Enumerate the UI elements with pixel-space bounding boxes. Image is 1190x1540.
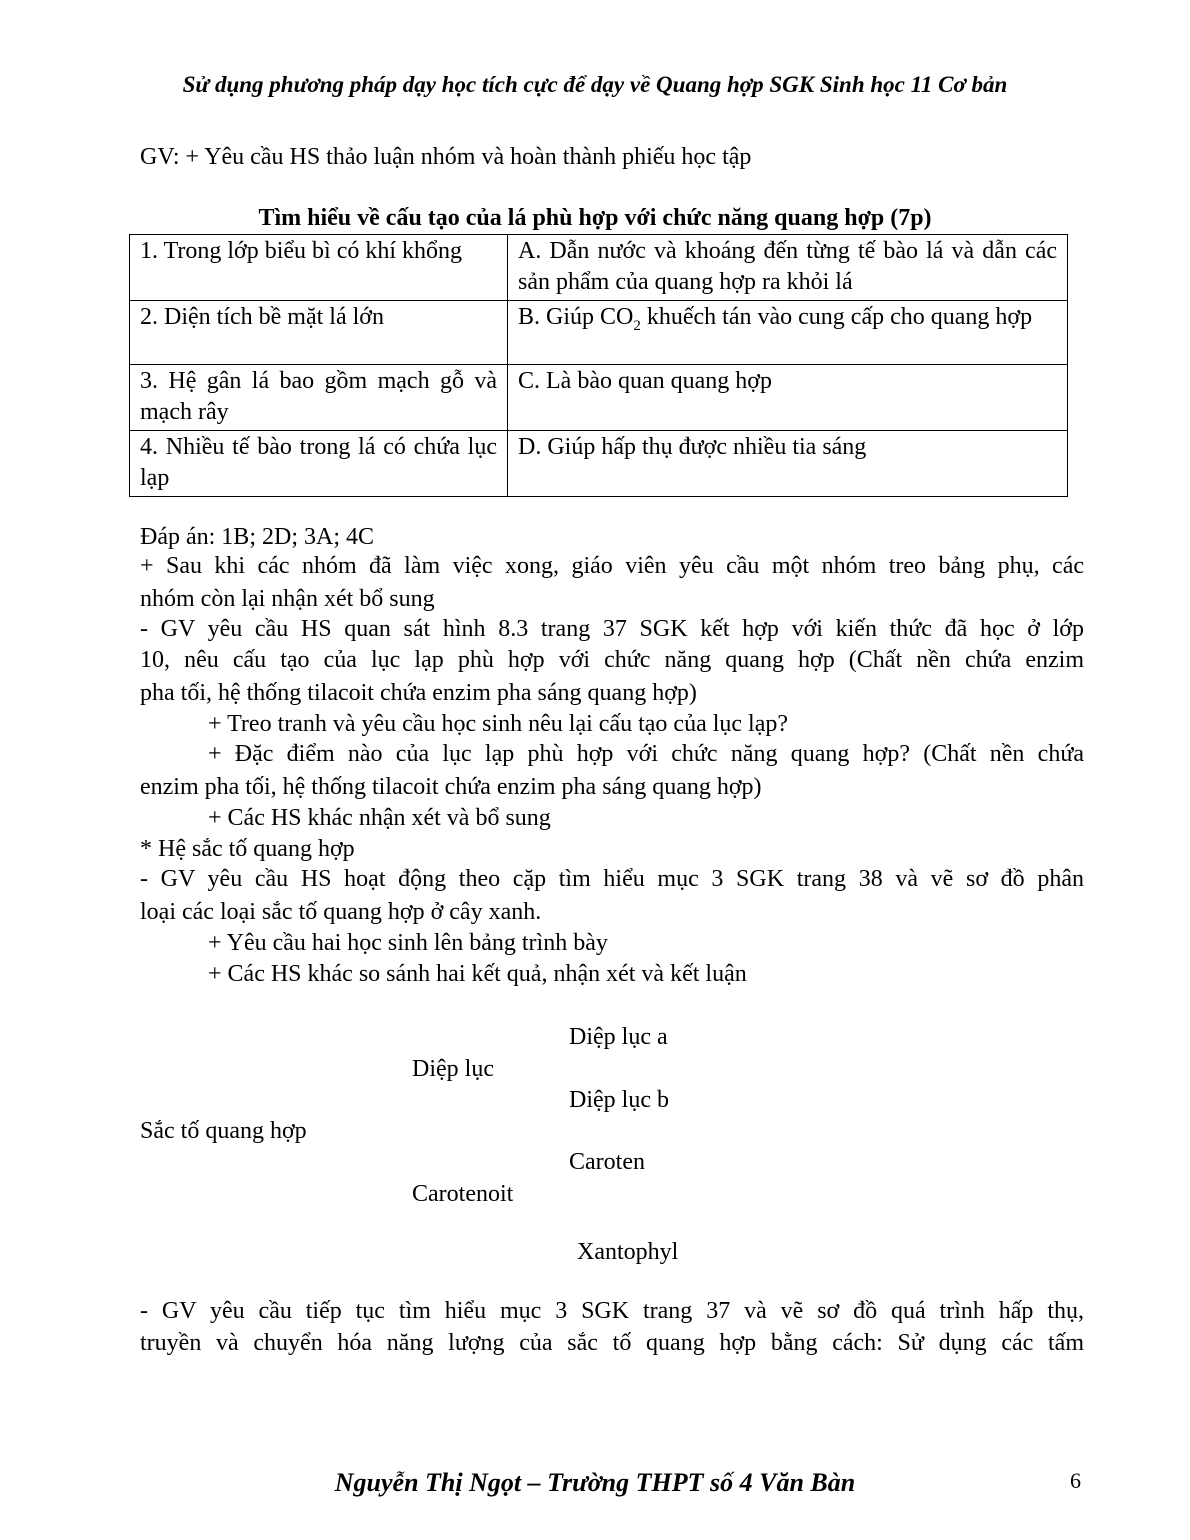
table-row <box>130 365 1068 431</box>
paragraph-line: loại các loại sắc tố quang hợp ở cây xanh. <box>140 899 542 925</box>
table-cell-left: 3. Hệ gân lá bao gồm mạch gỗ và mạch rây <box>130 365 508 431</box>
table-cell-left: 2. Diện tích bề mặt lá lớn <box>130 301 508 365</box>
bullet-line: + Các HS khác so sánh hai kết quả, nhận xét và kết luận <box>208 961 747 987</box>
paragraph-line: - GV yêu cầu HS hoạt động theo cặp tìm hiểu mục 3 SGK trang 38 và vẽ sơ đồ phân <box>140 866 1084 892</box>
subscript: 2 <box>633 317 641 334</box>
paragraph-line: enzim pha tối, hệ thống tilacoit chứa enzim pha sáng quang hợp) <box>140 774 762 800</box>
table-cell-left: 4. Nhiều tế bào trong lá có chứa lục lạp <box>130 431 508 497</box>
bullet-line: + Đặc điểm nào của lục lạp phù hợp với chức năng quang hợp? (Chất nền chứa <box>208 741 1084 767</box>
paragraph-line: + Sau khi các nhóm đã làm việc xong, giáo viên yêu cầu một nhóm treo bảng phụ, các <box>140 553 1084 579</box>
answer-text: Đáp án: 1B; 2D; 3A; 4C <box>140 524 374 550</box>
table-cell-right: A. Dẫn nước và khoáng đến từng tế bào lá và dẫn các sản phẩm của quang hợp ra khỏi lá <box>508 235 1068 301</box>
paragraph-line: - GV yêu cầu tiếp tục tìm hiểu mục 3 SGK trang 37 và vẽ sơ đồ quá trình hấp thụ, <box>140 1298 1084 1324</box>
table-row <box>130 301 1068 365</box>
table-cell-right: D. Giúp hấp thụ được nhiều tia sáng <box>508 431 1068 497</box>
paragraph-line: truyền và chuyển hóa năng lượng của sắc tố quang hợp bằng cách: Sử dụng các tấm <box>140 1330 1084 1356</box>
table-cell-right <box>508 301 1068 365</box>
table-row <box>130 235 1068 301</box>
bullet-line: + Yêu cầu hai học sinh lên bảng trình bày <box>208 930 608 956</box>
paragraph-line: 10, nêu cấu tạo của lục lạp phù hợp với chức năng quang hợp (Chất nền chứa enzim <box>140 647 1084 673</box>
paragraph-line: pha tối, hệ thống tilacoit chứa enzim pha sáng quang hợp) <box>140 680 697 706</box>
cell-text: B. Giúp CO <box>518 304 634 330</box>
section-heading: * Hệ sắc tố quang hợp <box>140 836 355 862</box>
matching-table <box>129 234 1068 497</box>
table-cell-left: 1. Trong lớp biểu bì có khí khổng <box>130 235 508 301</box>
diagram-leaf: Diệp lục b <box>569 1087 669 1113</box>
intro-text: GV: + Yêu cầu HS thảo luận nhóm và hoàn thành phiếu học tập <box>140 144 752 170</box>
diagram-leaf: Caroten <box>569 1149 645 1175</box>
table-title: Tìm hiểu về cấu tạo của lá phù hợp với chức năng quang hợp (7p) <box>258 205 932 231</box>
diagram-branch: Carotenoit <box>412 1181 514 1207</box>
paragraph-line: - GV yêu cầu HS quan sát hình 8.3 trang 37 SGK kết hợp với kiến thức đã học ở lớp <box>140 616 1084 642</box>
diagram-leaf: Diệp lục a <box>569 1024 668 1050</box>
paragraph-line: nhóm còn lại nhận xét bổ sung <box>140 586 435 612</box>
table-cell-right: C. Là bào quan quang hợp <box>508 365 1068 431</box>
page-header: Sử dụng phương pháp dạy học tích cực để dạy về Quang hợp SGK Sinh học 11 Cơ bản <box>182 72 1008 97</box>
page-footer: Nguyễn Thị Ngọt – Trường THPT số 4 Văn Bàn <box>334 1468 856 1497</box>
diagram-branch: Diệp lục <box>412 1056 494 1082</box>
bullet-line: + Các HS khác nhận xét và bổ sung <box>208 805 551 831</box>
page-number: 6 <box>1070 1468 1081 1493</box>
bullet-line: + Treo tranh và yêu cầu học sinh nêu lại cấu tạo của lục lạp? <box>208 711 789 737</box>
cell-text: khuếch tán vào cung cấp cho quang hợp <box>640 304 1033 330</box>
table-row <box>130 431 1068 497</box>
diagram-root: Sắc tố quang hợp <box>140 1118 307 1144</box>
diagram-leaf: Xantophyl <box>577 1239 679 1265</box>
